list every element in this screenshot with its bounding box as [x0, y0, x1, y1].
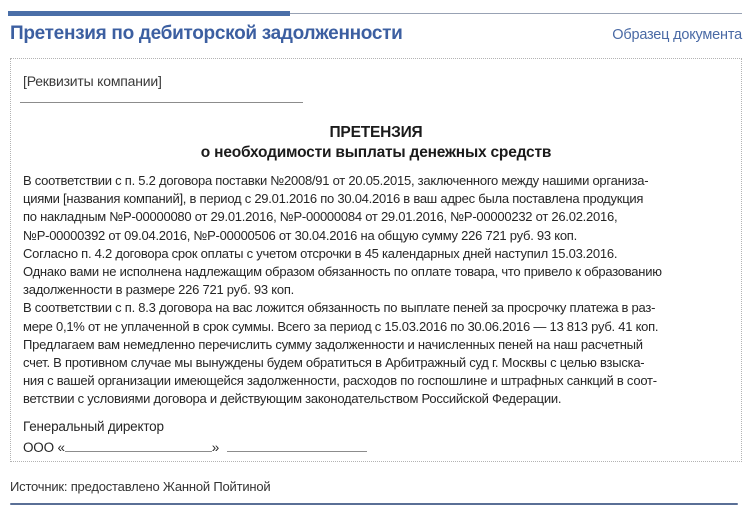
document-template-box — [10, 58, 742, 462]
page-title: Претензия по дебиторской задолженности — [10, 23, 403, 44]
company-name-blank-field — [65, 439, 212, 452]
sample-document-label: Образец документа — [612, 27, 742, 43]
body-line: Предлагаем вам немедленно перечислить сумму задолженности и начисленных пеней на наш расчетный — [23, 336, 643, 352]
source-attribution: Источник: предоставлено Жанной Пойтиной — [10, 479, 271, 494]
body-line: В соответствии с п. 5.2 договора поставки №2008/91 от 20.05.2015, заключенного между нашими организа- — [23, 173, 649, 188]
document-heading — [11, 123, 741, 163]
document-heading-line1: ПРЕТЕНЗИЯ — [329, 124, 423, 141]
document-heading-line2: о необходимости выплаты денежных средств — [200, 144, 552, 161]
body-line: Согласно п. 4.2 договора срок оплаты с учетом отсрочки в 45 календарных дней наступил 15.03.2016. — [23, 245, 618, 261]
bottom-divider-line — [10, 503, 738, 505]
body-line: циями [названия компаний], в период с 29.01.2016 по 30.04.2016 в ваш адрес была поставлена продукция — [23, 191, 644, 207]
company-prefix: ООО « — [23, 440, 65, 455]
body-line: Однако вами не исполнена надлежащим образом обязанность по оплате товара, что привело к образованию — [23, 264, 662, 280]
body-line: задолженности в размере 226 721 руб. 93 коп. — [23, 282, 294, 298]
company-suffix: » — [211, 440, 220, 455]
document-body — [23, 172, 735, 409]
body-line: №Р-00000392 от 09.04.2016, №Р-00000506 от 30.04.2016 на общую сумму 226 721 руб. 93 коп. — [23, 227, 577, 243]
body-line: по накладным №Р-00000080 от 29.01.2016, №Р-00000084 от 29.01.2016, №Р-00000232 от 26.02.2016, — [23, 209, 618, 225]
body-line: ния с вашей организации имеющейся задолженности, расходов по госпошлине и штрафных санкций в соот- — [23, 373, 657, 389]
signature-company-row — [23, 439, 367, 455]
body-line: счет. В противном случае мы вынуждены будем обратиться в Арбитражный суд г. Москвы с целью взыска- — [23, 355, 645, 371]
body-line: мере 0,1% от не уплаченной в срок суммы. Всего за период с 15.03.2016 по 30.06.2016 — 13 813 руб. 41 коп. — [23, 318, 659, 334]
top-accent-bar — [8, 11, 290, 16]
signature-blank-field — [227, 439, 367, 452]
body-line: В соответствии с п. 8.3 договора на вас ложится обязанность по выплате пеней за просрочку платежа в раз- — [23, 300, 656, 316]
company-requisites-placeholder: [Реквизиты компании] — [23, 73, 162, 89]
requisites-underline — [20, 102, 303, 103]
body-line: ветствии с условиями договора и действующим законодательством Российской Федерации. — [23, 391, 562, 407]
signature-position-title: Генеральный директор — [23, 419, 164, 434]
